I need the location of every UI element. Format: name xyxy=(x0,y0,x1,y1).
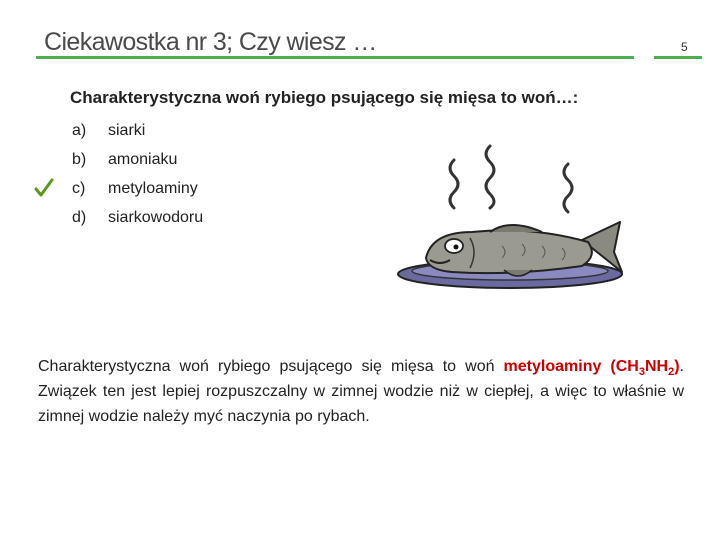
answer-text: siarkowodoru xyxy=(108,208,204,226)
smelly-fish-on-plate-icon xyxy=(392,140,632,290)
explanation-text: Charakterystyczna woń rybiego psującego się mięsa to woń xyxy=(38,358,504,375)
answer-letter: b) xyxy=(72,150,87,168)
explanation-text-continued: . Związek ten jest lepiej rozpuszczalny w zimnej wodzie niż w ciepłej, a więc to właśnie w zimnej wodzie należy myć naczynia po rybach. xyxy=(38,358,684,425)
answer-letter: d) xyxy=(72,208,87,226)
page-number: 5 xyxy=(681,40,688,54)
title-underline xyxy=(36,56,634,59)
answer-list xyxy=(72,116,203,232)
answer-text: amoniaku xyxy=(108,150,178,168)
answer-item xyxy=(72,116,203,145)
explanation-paragraph xyxy=(38,354,684,429)
chemical-formula: $(CH_3NH_2)$ xyxy=(610,358,680,379)
answer-letter: a) xyxy=(72,121,87,139)
answer-text: siarki xyxy=(108,121,146,139)
answer-item xyxy=(72,145,203,174)
explanation-highlight: metyloaminy xyxy=(503,358,602,375)
question-text: Charakterystyczna woń rybiego psującego się mięsa to woń…: xyxy=(70,88,579,107)
answer-letter: c) xyxy=(72,179,86,197)
answer-item xyxy=(72,174,203,203)
answer-item xyxy=(72,203,203,232)
page-number-underline xyxy=(654,56,702,59)
answer-text: metyloaminy xyxy=(108,179,198,197)
check-icon xyxy=(34,178,54,198)
slide-title: Ciekawostka nr 3; Czy wiesz … xyxy=(44,28,377,56)
